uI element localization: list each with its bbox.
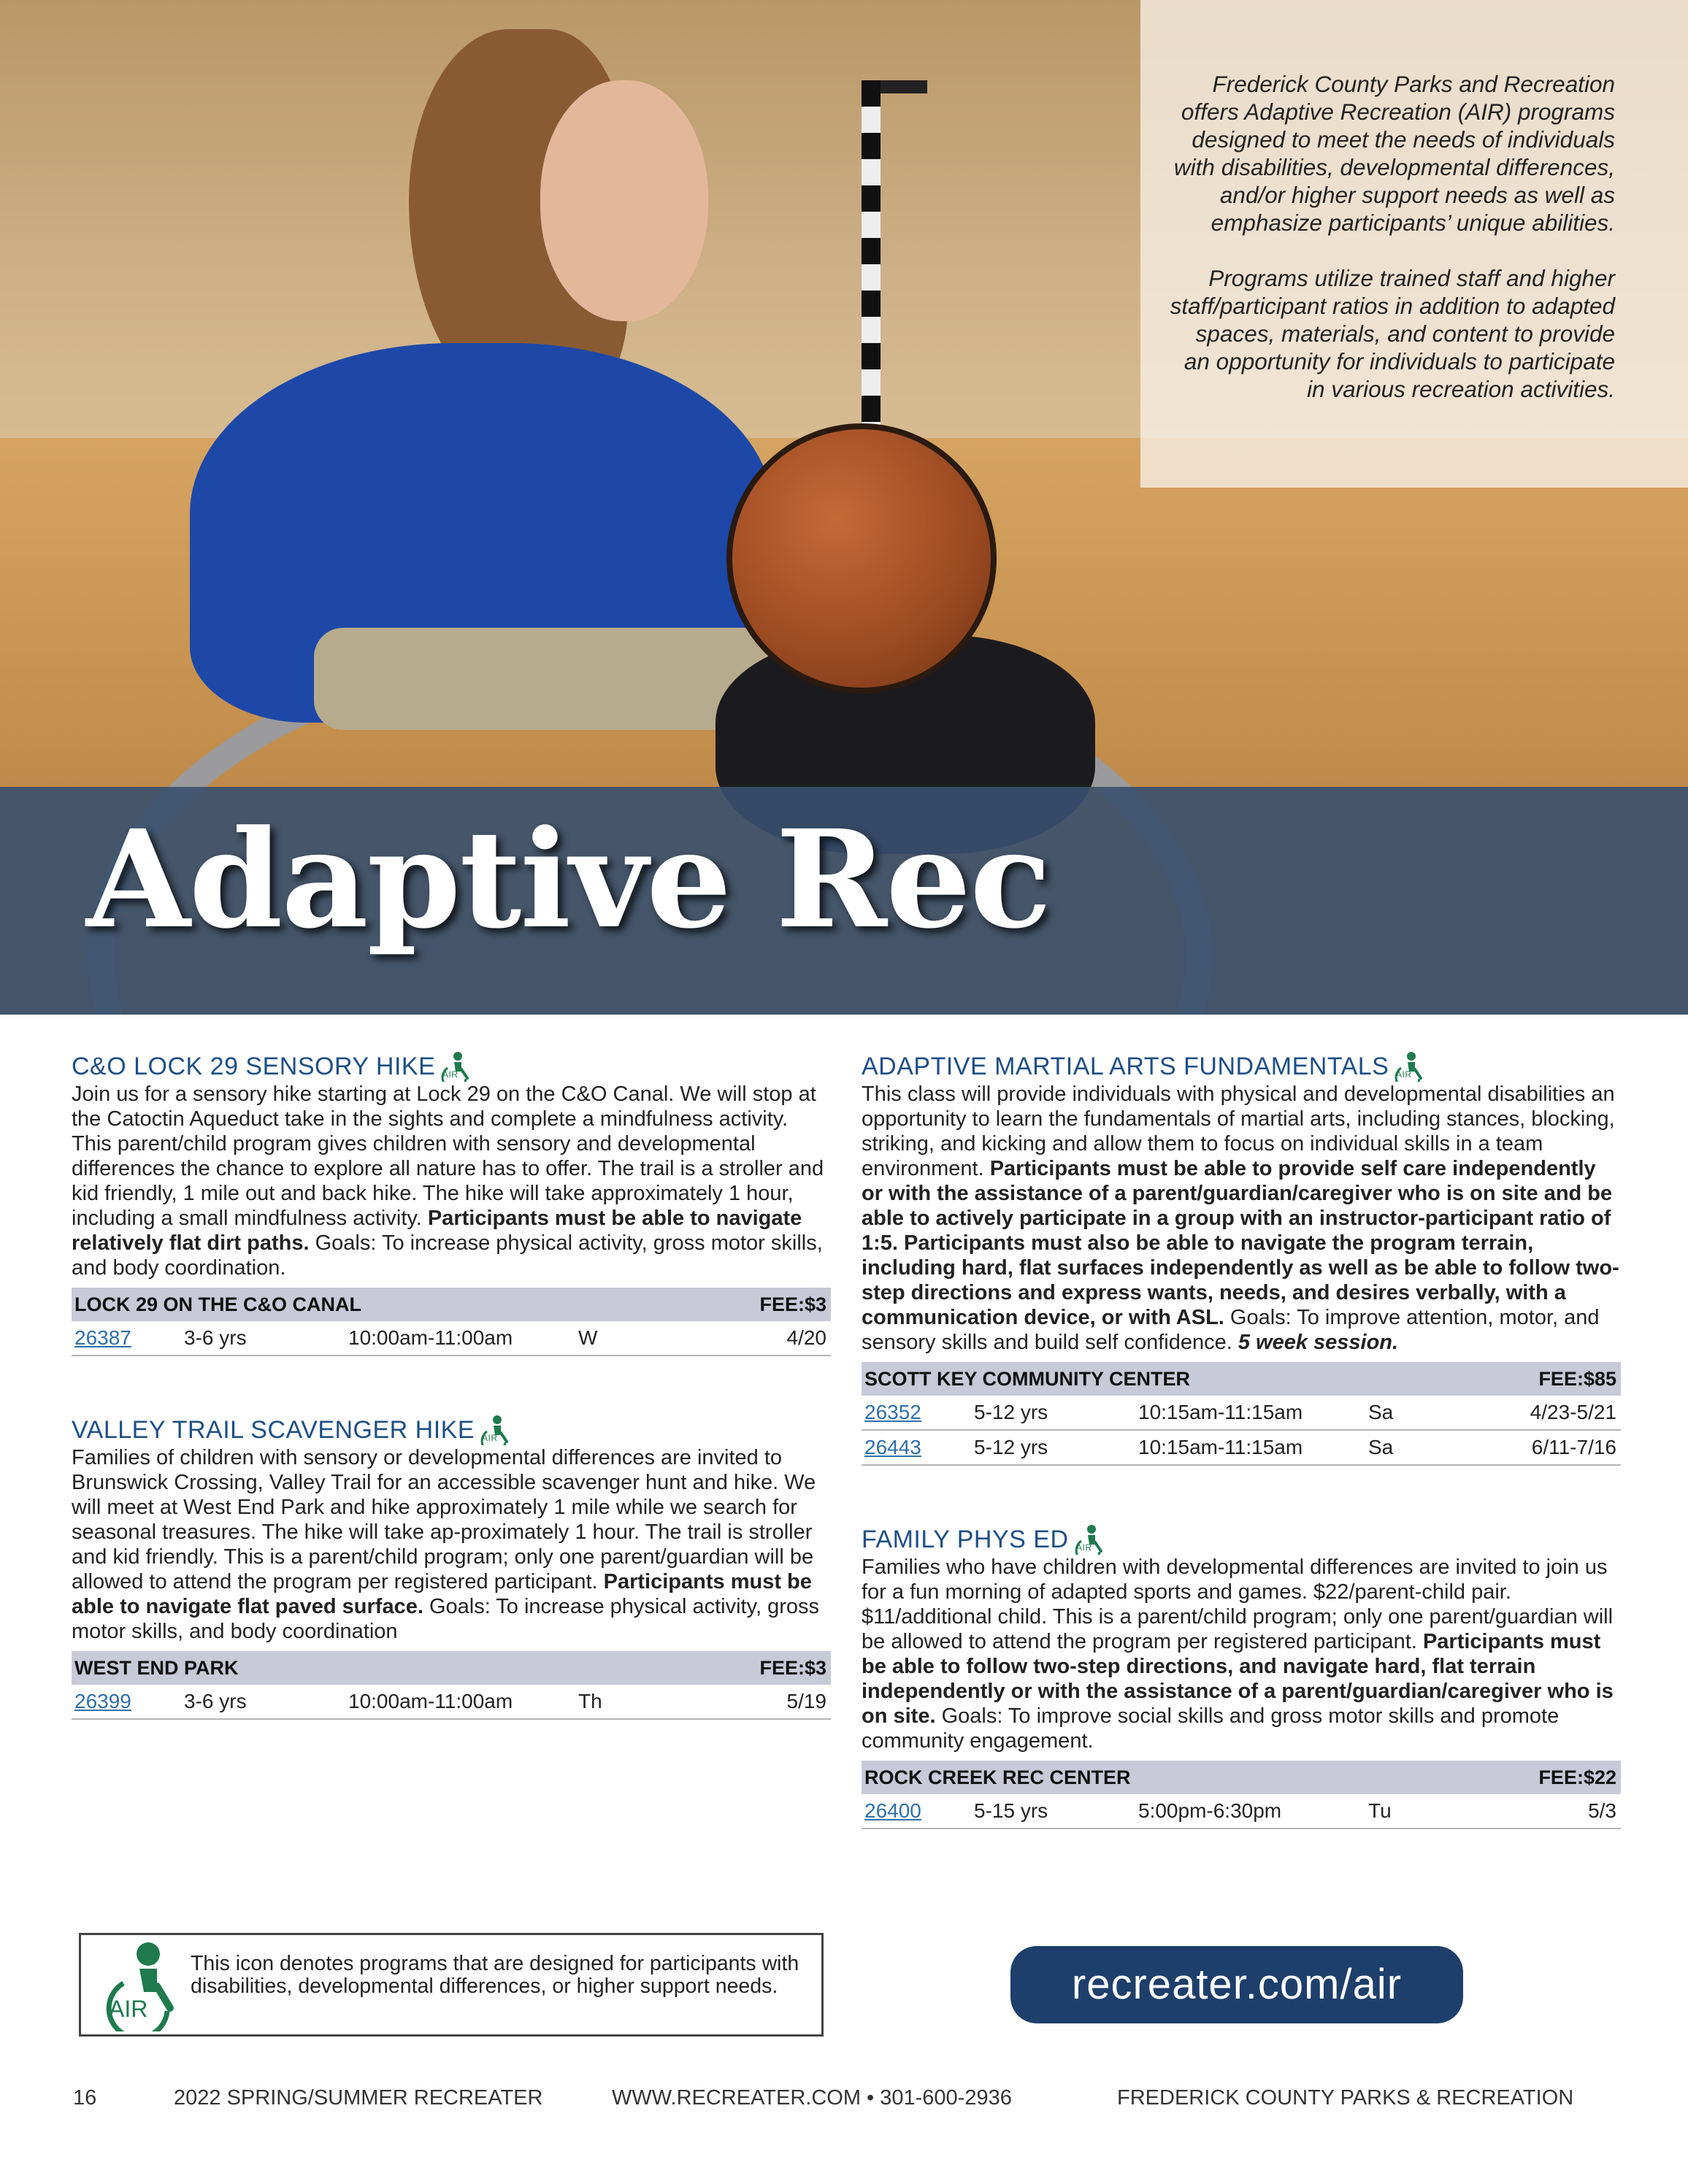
- session-row: [862, 1396, 1621, 1431]
- basketball: [726, 423, 997, 693]
- program-title: [72, 1415, 831, 1445]
- description-session-note: 5 week session.: [1238, 1331, 1399, 1354]
- program-block: [862, 1051, 1621, 1466]
- location-bar: [862, 1362, 1621, 1396]
- description-text: Join us for a sensory hike starting at Lock 29 on the C&O Canal. We will stop at the Catoctin Aqueduct take in the sights and complete a mindfulness activity. This parent/child program gives children with sensory and developmental differences the chance to explore all nature has to offer. The trail is a stroller and kid friendly, 1 mile out and back hike. The hike will take approximately 1 hour, including a small mindfulness activity.: [72, 1083, 824, 1230]
- session-day: Tu: [1368, 1799, 1392, 1822]
- session-row: [72, 1685, 831, 1720]
- intro-paragraph-1: Frederick County Parks and Recreation offers Adaptive Recreation (AIR) programs designed to meet the needs of individuals with disabilities, developmental differences, and/or higher support needs as well as emphasize participants’ unique abilities.: [1173, 71, 1615, 236]
- program-description: [862, 1082, 1621, 1355]
- page-footer: [0, 2086, 1688, 2115]
- session-ages: 5-12 yrs: [974, 1401, 1048, 1423]
- air-legend-box: [79, 1933, 824, 2037]
- page-number: 16: [73, 2086, 97, 2110]
- svg-text:AIR: AIR: [442, 1069, 459, 1080]
- athlete-face: [540, 80, 708, 321]
- location-bar: [72, 1288, 831, 1321]
- description-requirements: Participants must be able to navigate flat paved surface.: [72, 1570, 812, 1618]
- session-day: Th: [578, 1690, 602, 1712]
- session-dates: 6/11-7/16: [1531, 1436, 1616, 1458]
- goal-post: [862, 80, 881, 431]
- program-description: [72, 1445, 831, 1644]
- session-dates: 5/19: [786, 1690, 826, 1712]
- session-row: [72, 1321, 831, 1356]
- session-time: 10:00am-11:00am: [348, 1326, 513, 1349]
- session-dates: 5/3: [1588, 1799, 1616, 1822]
- publication-name: 2022 SPRING/SUMMER RECREATER: [174, 2086, 543, 2110]
- course-code-link[interactable]: 26443: [864, 1436, 921, 1458]
- description-text: Families of children with sensory or developmental differences are invited to Brunswick Crossing, Valley Trail for an accessible scavenger hunt and hike. We will meet at West End Park and hike approximately 1 mile while we search for seasonal treasures. The hike will take ap-proximately 1 hour. The trail is stroller and kid friendly. This is a parent/child program; only one parent/guardian will be allowed to attend the program per registered participant.: [72, 1446, 816, 1593]
- course-code-link[interactable]: 26400: [864, 1799, 921, 1822]
- program-title-text: FAMILY PHYS ED: [862, 1526, 1069, 1553]
- session-day: Sa: [1368, 1436, 1394, 1458]
- fee-label: FEE:$22: [1538, 1766, 1616, 1788]
- description-text: Families who have children with developmental differences are invited to join us for a fun morning of adapted sports and games. $22/parent-child pair. $11/additional child. This is a parent/child program; only one parent/guardian will be allowed to attend the program per registered participant.: [862, 1556, 1614, 1653]
- session-time: 5:00pm-6:30pm: [1138, 1799, 1282, 1822]
- intro-overlay: [1140, 0, 1688, 488]
- svg-text:AIR: AIR: [1396, 1069, 1412, 1080]
- description-requirements: Participants must be able to navigate relatively flat dirt paths.: [72, 1207, 802, 1255]
- course-code-link[interactable]: 26387: [74, 1326, 131, 1349]
- course-code-link[interactable]: 26399: [74, 1690, 131, 1712]
- website-phone: WWW.RECREATER.COM • 301-600-2936: [612, 2086, 1012, 2110]
- program-block: [862, 1524, 1621, 1829]
- program-title: [72, 1051, 831, 1082]
- description-requirements: Participants must be able to follow two-step directions, and navigate hard, flat terrain independently or with the assistance of a parent/guardian/caregiver who is on site.: [862, 1630, 1614, 1728]
- location-name: WEST END PARK: [74, 1656, 239, 1679]
- program-title-text: C&O LOCK 29 SENSORY HIKE: [72, 1053, 436, 1080]
- svg-text:AIR: AIR: [1075, 1542, 1092, 1553]
- program-title-text: ADAPTIVE MARTIAL ARTS FUNDAMENTALS: [862, 1053, 1389, 1080]
- location-bar: [862, 1761, 1621, 1794]
- session-ages: 5-15 yrs: [974, 1799, 1048, 1822]
- program-description: [72, 1082, 831, 1280]
- program-title: [862, 1524, 1621, 1555]
- course-code-link[interactable]: 26352: [864, 1401, 921, 1423]
- description-goals: Goals: To improve social skills and gross motor skills and promote community engagement.: [862, 1704, 1560, 1753]
- program-block: [72, 1051, 831, 1356]
- fee-label: FEE:$85: [1538, 1367, 1616, 1390]
- session-time: 10:15am-11:15am: [1138, 1401, 1303, 1423]
- legend-text: This icon denotes programs that are designed for participants with disabilities, developmental differences, or higher support needs.: [191, 1952, 799, 1998]
- location-name: ROCK CREEK REC CENTER: [864, 1766, 1131, 1788]
- fee-label: FEE:$3: [759, 1293, 826, 1315]
- svg-text:AIR: AIR: [482, 1433, 498, 1443]
- description-goals: Goals: To improve attention, motor, and sensory skills and build self confidence.: [862, 1306, 1600, 1354]
- session-dates: 4/23-5/21: [1530, 1401, 1616, 1423]
- description-goals: Goals: To increase physical activity, gross motor skills, and body coordination: [72, 1595, 819, 1643]
- session-ages: 3-6 yrs: [184, 1326, 247, 1349]
- location-name: LOCK 29 ON THE C&O CANAL: [74, 1293, 362, 1315]
- session-ages: 5-12 yrs: [974, 1436, 1048, 1458]
- organization-name: FREDERICK COUNTY PARKS & RECREATION: [1117, 2086, 1574, 2110]
- program-title-text: VALLEY TRAIL SCAVENGER HIKE: [72, 1416, 475, 1444]
- air-wheelchair-icon: [103, 1941, 176, 2031]
- session-day: W: [578, 1326, 598, 1349]
- session-time: 10:15am-11:15am: [1138, 1436, 1303, 1458]
- location-bar: [72, 1651, 831, 1685]
- page-title: Adaptive Rec: [86, 801, 1051, 958]
- session-day: Sa: [1368, 1401, 1394, 1423]
- air-wheelchair-icon: [1393, 1051, 1424, 1082]
- air-wheelchair-icon: [1073, 1524, 1104, 1555]
- description-text: This class will provide individuals with physical and developmental disabilities an opportunity to learn the fundamentals of martial arts, including stances, blocking, striking, and kicking and allow them to focus on individual skills in a team environment.: [862, 1083, 1615, 1180]
- air-icon-text: AIR: [109, 1996, 148, 2022]
- intro-paragraph-2: Programs utilize trained staff and higher staff/participant ratios in addition to adapted spaces, materials, and content to provide an opportunity for individuals to participate in various recreation activities.: [1170, 265, 1615, 402]
- program-title: [862, 1051, 1621, 1082]
- session-time: 10:00am-11:00am: [348, 1690, 513, 1712]
- description-requirements: Participants must be able to provide self care independently or with the assistance of a parent/guardian/caregiver who is on site and be able to actively participate in a group with an instructor-participant ratio of 1:5. Participants must also be able to navigate the program terrain, including hard, flat surfaces independently as well as be able to follow two-step directions and express wants, needs, and desires verbally, with a communication device, or with ASL.: [862, 1157, 1619, 1329]
- left-column: [72, 1051, 831, 1752]
- air-wheelchair-icon: [479, 1415, 510, 1445]
- session-row: [862, 1431, 1621, 1466]
- session-dates: 4/20: [786, 1326, 826, 1349]
- program-block: [72, 1415, 831, 1720]
- air-wheelchair-icon: [440, 1051, 470, 1082]
- air-url-link[interactable]: recreater.com/air: [1010, 1946, 1463, 2023]
- session-ages: 3-6 yrs: [184, 1690, 247, 1712]
- description-goals: Goals: To increase physical activity, gross motor skills, and body coordination.: [72, 1231, 823, 1280]
- fee-label: FEE:$3: [759, 1656, 826, 1679]
- right-column: [862, 1051, 1621, 1861]
- location-name: SCOTT KEY COMMUNITY CENTER: [864, 1367, 1191, 1390]
- program-description: [862, 1555, 1621, 1753]
- session-row: [862, 1794, 1621, 1829]
